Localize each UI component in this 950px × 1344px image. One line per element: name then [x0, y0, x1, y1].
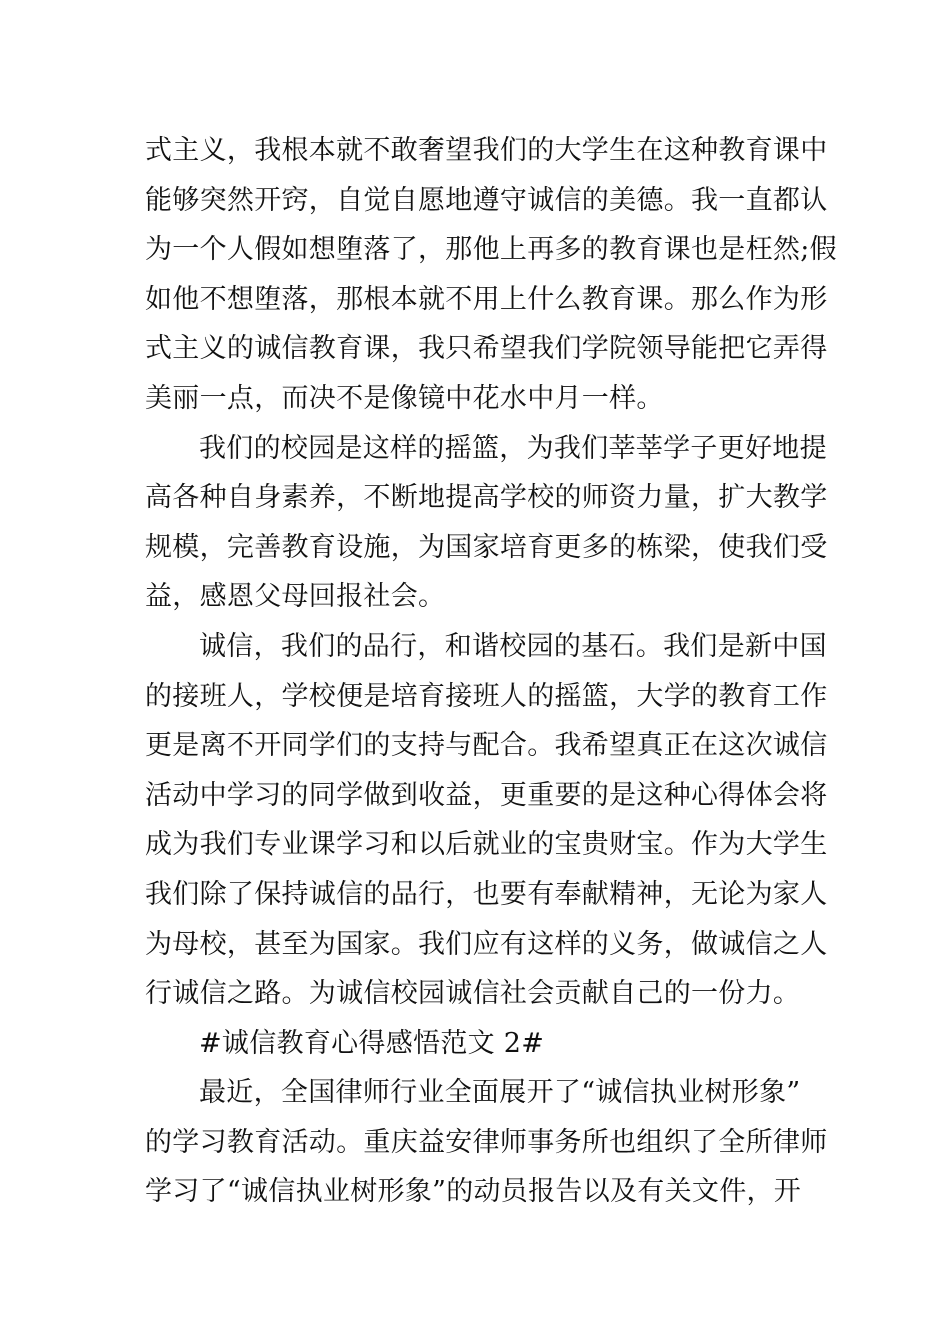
text-line: 活动中学习的同学做到收益，更重要的是这种心得体会将	[145, 779, 828, 811]
text-line: 益，感恩父母回报社会。	[145, 581, 446, 613]
text-line: 美丽一点，而决不是像镜中花水中月一样。	[145, 382, 664, 414]
text-line: 学习了“诚信执业树形象”的动员报告以及有关文件，开	[145, 1176, 802, 1208]
text-line: 为母校，甚至为国家。我们应有这样的义务，做诚信之人	[145, 928, 828, 960]
paragraph-start-line: 最近，全国律师行业全面展开了“诚信执业树形象”	[199, 1077, 801, 1109]
text-line: 的接班人，学校便是培育接班人的摇篮，大学的教育工作	[145, 680, 828, 712]
text-line: 的学习教育活动。重庆益安律师事务所也组织了全所律师	[145, 1126, 828, 1158]
text-line: 能够突然开窍，自觉自愿地遵守诚信的美德。我一直都认	[145, 184, 828, 216]
text-line: 高各种自身素养，不断地提高学校的师资力量，扩大教学	[145, 482, 828, 514]
text-line: 我们除了保持诚信的品行，也要有奉献精神，无论为家人	[145, 878, 828, 910]
text-line: 式主义的诚信教育课，我只希望我们学院领导能把它弄得	[145, 333, 828, 365]
paragraph-start-line: 我们的校园是这样的摇篮，为我们莘莘学子更好地提	[199, 432, 827, 464]
text-line: 成为我们专业课学习和以后就业的宝贵财宝。作为大学生	[145, 829, 828, 861]
text-line: 规模，完善教育设施，为国家培育更多的栋梁，使我们受	[145, 531, 828, 563]
text-line: 如他不想堕落，那根本就不用上什么教育课。那么作为形	[145, 283, 828, 315]
text-line: 式主义，我根本就不敢奢望我们的大学生在这种教育课中	[145, 135, 828, 166]
section-heading: #诚信教育心得感悟范文 2#	[199, 1027, 545, 1059]
document-body	[145, 126, 837, 1217]
text-line: 更是离不开同学们的支持与配合。我希望真正在这次诚信	[145, 730, 828, 762]
paragraph-start-line: 诚信，我们的品行，和谐校园的基石。我们是新中国	[199, 630, 827, 662]
text-line: 为一个人假如想堕落了，那他上再多的教育课也是枉然;假	[145, 234, 837, 266]
text-line: 行诚信之路。为诚信校园诚信社会贡献自己的一份力。	[145, 978, 801, 1010]
